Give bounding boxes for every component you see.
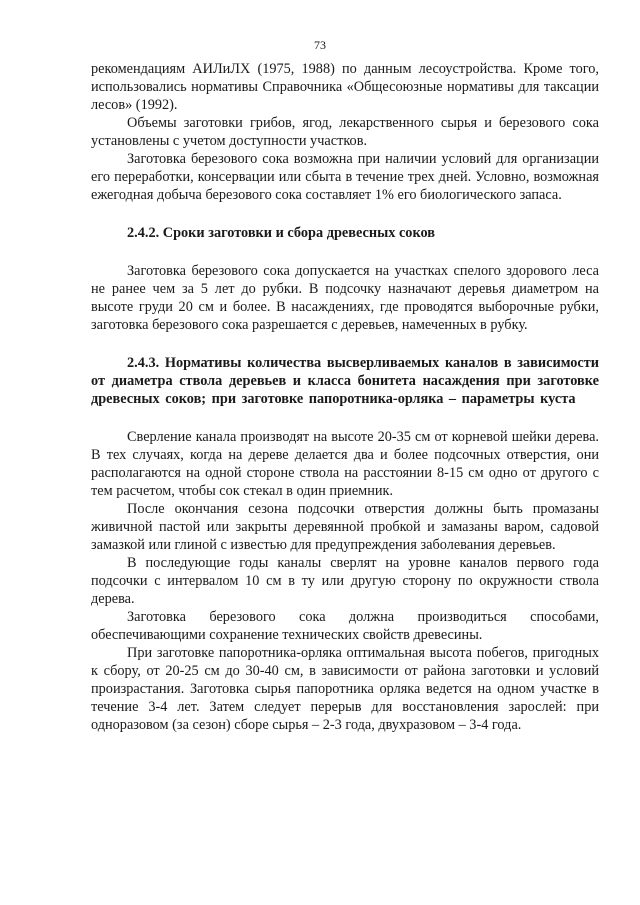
paragraph: Объемы заготовки грибов, ягод, лекарственного сырья и березового сока установлены с учетом доступности участков.	[91, 115, 599, 149]
paragraph: При заготовке папоротника-орляка оптимальная высота побегов, пригодных к сбору, от 20-25 см до 30-40 см, в зависимости от района заготовки и условий произрастания. Заготовка сырья папоротника орляка ведется на одном участке в течение 3-4 лет. Затем следует перерыв для восстановления зарослей: при одноразовом (за сезон) сборе сырья – 2-3 года, двухразовом – 3-4 года.	[91, 645, 599, 733]
paragraph: В последующие годы каналы сверлят на уровне каналов первого года подсочки с интервалом 10 см в ту или другую сторону по окружности ствола дерева.	[91, 555, 599, 607]
section-heading-2-4-3: 2.4.3. Нормативы количества высверливаемых каналов в зависимости от диаметра ствола деревьев и класса бонитета насаждения при заготовке древесных соков; при заготовке папоротника-орляка – параметры куста	[91, 355, 599, 407]
page-content	[91, 60, 599, 734]
paragraph: Заготовка березового сока допускается на участках спелого здорового леса не ранее чем за 5 лет до рубки. В подсочку назначают деревья диаметром на высоте груди 20 см и более. В насаждениях, где проводятся выборочные рубки, заготовка березового сока разрешается с деревьев, намеченных в рубку.	[91, 263, 599, 333]
section-heading-2-4-2: 2.4.2. Сроки заготовки и сбора древесных соков	[127, 225, 436, 241]
paragraph: Заготовка березового сока возможна при наличии условий для организации его переработки, консервации или сбыта в течение трех дней. Условно, возможная ежегодная добыча березового сока составляет 1% его биологического запаса.	[91, 151, 599, 203]
paragraph: Сверление канала производят на высоте 20-35 см от корневой шейки дерева. В тех случаях, когда на дереве делается два и более подсочных отверстия, они располагаются на одной стороне ствола на расстоянии 8-15 см одно от другого с тем расчетом, чтобы сок стекал в один приемник.	[91, 429, 599, 499]
paragraph: После окончания сезона подсочки отверстия должны быть промазаны живичной пастой или закрыты деревянной пробкой и замазаны варом, садовой замазкой или глиной с известью для предупреждения заболевания деревьев.	[91, 501, 599, 553]
paragraph: Заготовка березового сока должна производиться способами, обеспечивающими сохранение технических свойств древесины.	[91, 609, 599, 643]
page-number: 73	[314, 38, 326, 52]
paragraph-continuation: рекомендациям АИЛиЛХ (1975, 1988) по данным лесоустройства. Кроме того, использовались нормативы Справочника «Общесоюзные нормативы для таксации лесов» (1992).	[91, 61, 599, 113]
